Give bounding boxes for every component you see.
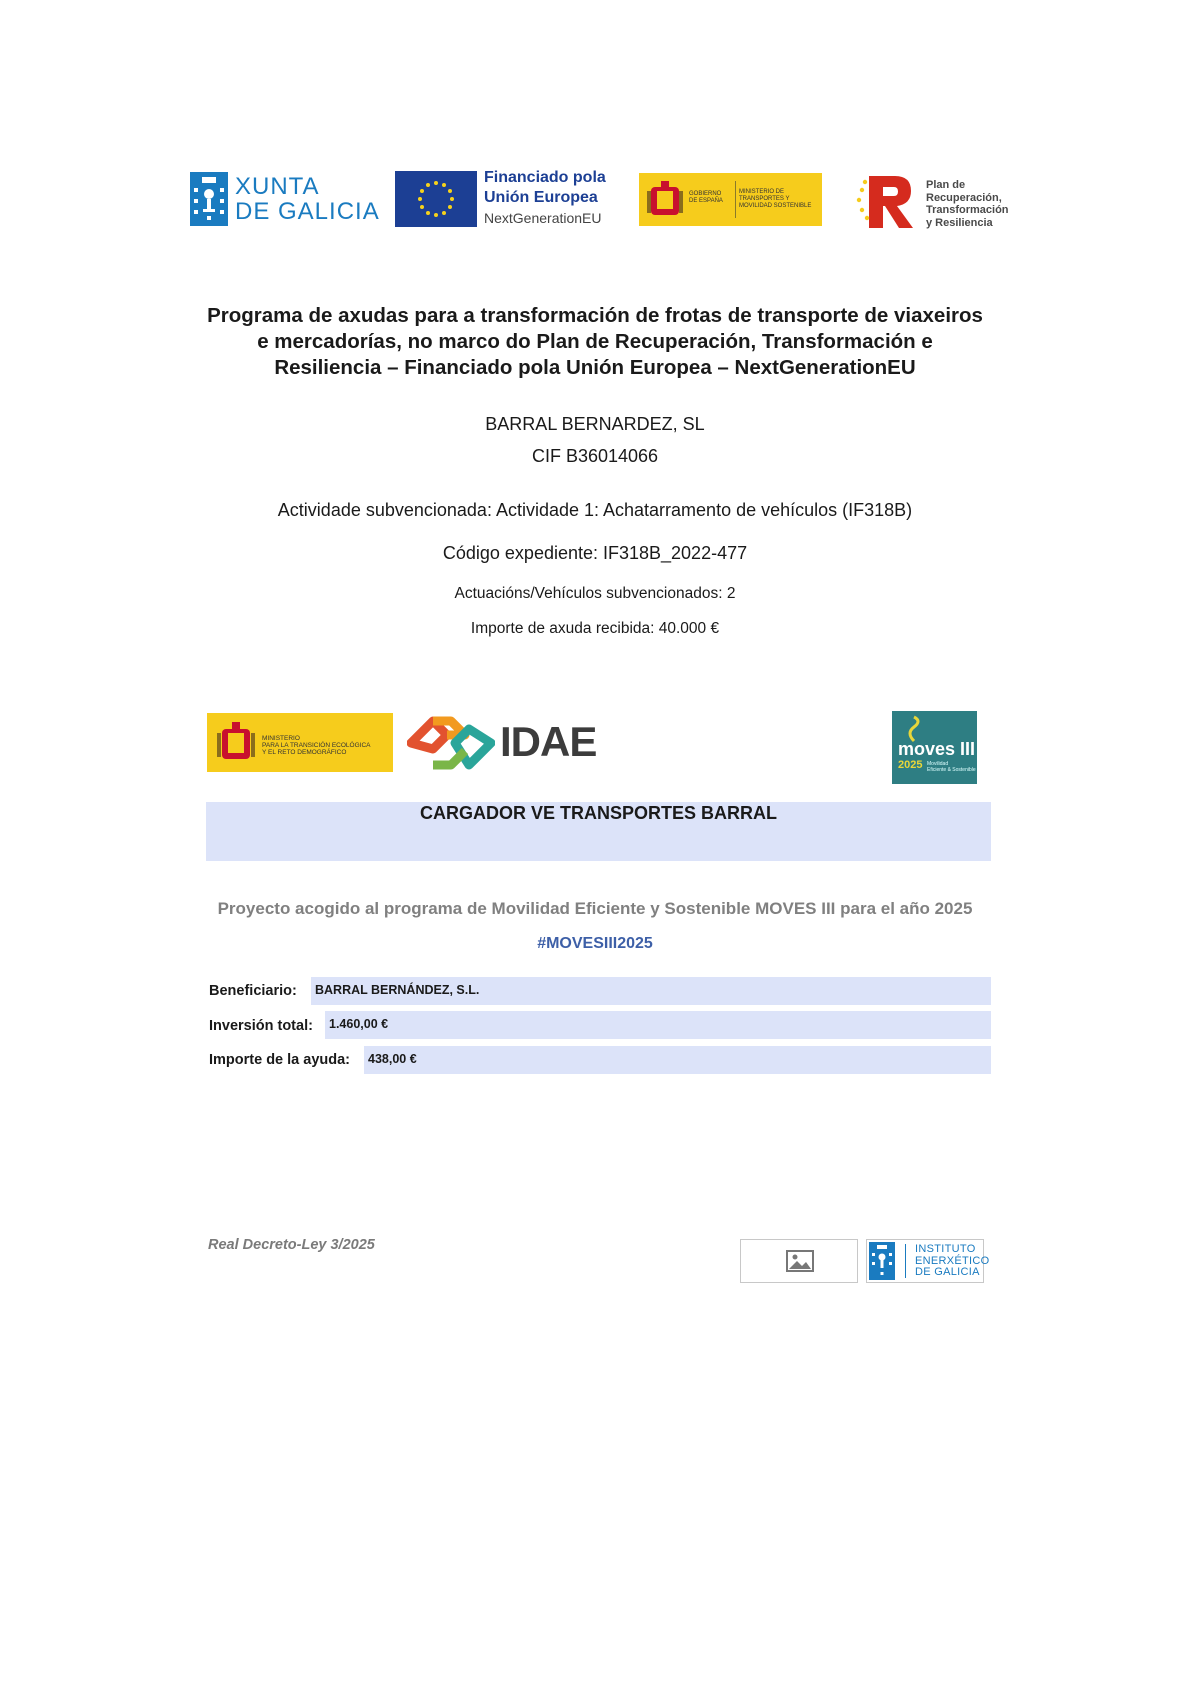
prtr-line1: Plan de	[926, 179, 966, 191]
inega-logo	[866, 1239, 990, 1283]
idae-logo-text: IDAE	[500, 718, 597, 765]
eu-line1: Financiado pola	[484, 169, 606, 186]
gobierno-espana-logo	[639, 173, 822, 226]
xunta-line2: DE GALICIA	[235, 198, 380, 225]
eu-line2: Unión Europea	[484, 189, 598, 206]
beneficiario-label: Beneficiario:	[209, 983, 297, 999]
program-title-line1: Programa de axudas para a transformación de frotas de transporte de viaxeiros	[207, 304, 983, 327]
mitec-line3: Y EL RETO DEMOGRÁFICO	[262, 749, 347, 756]
program-title-line2: e mercadorías, no marco do Plan de Recuperación, Transformación e	[257, 330, 933, 353]
inversion-label: Inversión total:	[209, 1018, 313, 1034]
company-cif: CIF B36014066	[531, 446, 659, 466]
moves-brand: moves III	[898, 739, 976, 759]
subsidized-vehicles: Actuacións/Vehículos subvencionados: 2	[454, 585, 736, 602]
program-title-line3: Resiliencia – Financiado pola Unión Europea – NextGenerationEU	[274, 356, 916, 379]
prtr-line4: y Resiliencia	[926, 216, 993, 229]
project-title: CARGADOR VE TRANSPORTES BARRAL	[419, 803, 777, 823]
spain-coat-of-arms-icon	[647, 181, 683, 219]
moves-iii-logo	[892, 711, 977, 784]
inega-line3: DE GALICIA	[915, 1266, 980, 1278]
spain-coat-of-arms-icon	[217, 721, 255, 765]
inega-line1: INSTITUTO	[915, 1243, 976, 1255]
mitec-line2: PARA LA TRANSICIÓN ECOLÓGICA	[262, 742, 371, 749]
mitec-label	[262, 735, 371, 756]
inega-divider	[905, 1244, 906, 1278]
moves-year: 2025	[898, 759, 923, 771]
aid-amount-received: Importe de axuda recibida: 40.000 €	[470, 620, 720, 637]
eu-line3: NextGenerationEU	[484, 210, 602, 226]
xunta-de-galicia-logo	[235, 174, 380, 224]
xunta-emblem-icon	[869, 1242, 895, 1280]
beneficiario-value: BARRAL BERNÁNDEZ, S.L.	[311, 977, 991, 1005]
eu-flag-icon	[395, 171, 477, 227]
moves-sub2: Eficiente & Sostenible	[927, 766, 976, 773]
eu-funding-logo	[484, 168, 606, 228]
inega-text	[915, 1244, 990, 1279]
prtr-logo-icon	[855, 172, 915, 230]
ministerio-transportes-label: MINISTERIO DE TRANSPORTES Y MOVILIDAD SOSTENIBLE	[739, 189, 812, 209]
program-title	[0, 303, 1190, 381]
gobierno-divider	[735, 181, 736, 218]
idae-logo-icon	[407, 712, 495, 774]
subsidized-activity: Actividade subvencionada: Actividade 1: Achatarramento de vehículos (IF318B)	[277, 500, 913, 520]
moves-hashtag: #MOVESIII2025	[537, 935, 653, 952]
image-icon	[786, 1250, 814, 1272]
mitec-line1: MINISTERIO	[262, 735, 300, 742]
expediente-code: Código expediente: IF318B_2022-477	[442, 543, 748, 563]
moves-sub1: Movilidad	[927, 761, 949, 767]
company-name: BARRAL BERNARDEZ, SL	[485, 414, 705, 434]
image-placeholder	[740, 1239, 858, 1283]
moves-program-statement: Proyecto acogido al programa de Movilidad Eficiente y Sostenible MOVES III para el año 2025	[217, 899, 973, 918]
moves-subtitle	[927, 762, 976, 773]
prtr-line2: Recuperación,	[926, 191, 1002, 204]
gobierno-label: GOBIERNO DE ESPAÑA	[689, 191, 723, 204]
xunta-line1: XUNTA	[235, 173, 320, 200]
real-decreto-reference: Real Decreto-Ley 3/2025	[208, 1237, 375, 1253]
mitec-logo	[207, 713, 393, 772]
inversion-value: 1.460,00 €	[325, 1011, 991, 1039]
inega-line2: ENERXÉTICO	[915, 1254, 990, 1267]
importe-label: Importe de la ayuda:	[209, 1052, 351, 1068]
prtr-line3: Transformación	[926, 204, 1009, 216]
xunta-emblem-icon	[190, 172, 228, 226]
importe-value: 438,00 €	[364, 1046, 991, 1074]
prtr-logo-text	[926, 179, 1009, 229]
